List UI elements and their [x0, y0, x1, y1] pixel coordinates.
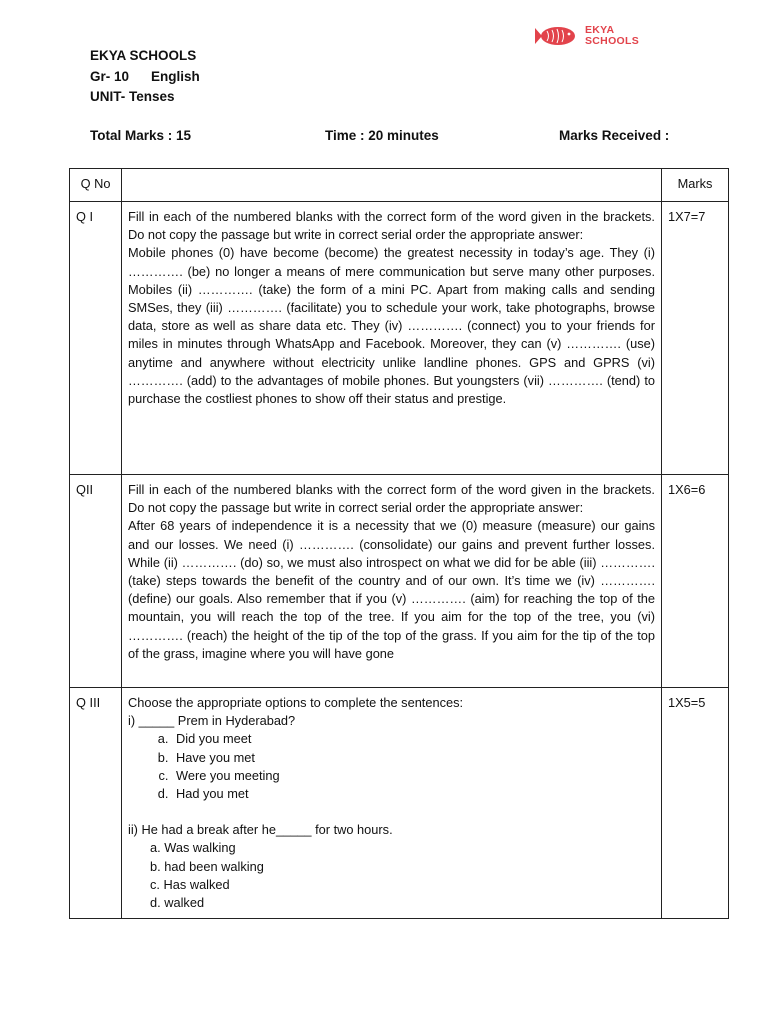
question-passage: After 68 years of independence it is a necessity that we (0) measure (measure) our gains and our losses. We need (i) …………. (consolidate) our gains and prevent further losses. While (ii) …………. (do) so, we must also introspect on what we did for be able (iii) …………. (take) steps towards the benefit of the country and of our own. It’s time we (iv) …………. (define) our goals. Also remember that if you (v) …………. (aim) for reaching the top of the mountain, you will reach the top of the tree. If you aim for the top of the tree, you (vi) …………. (reach) the height of the tip of the top of the grass. If you aim for the tip of the top of the grass, imagine where you will have gone [128, 518, 655, 661]
time-allowed: Time : 20 minutes [325, 128, 439, 143]
option-item: b. Have you met [172, 749, 655, 767]
mcq-stem-1: i) _____ Prem in Hyderabad? [128, 713, 296, 729]
marks-cell: 1X5=5 [662, 688, 729, 919]
question-instruction: Choose the appropriate options to complete the sentences: [128, 695, 464, 710]
option-item: a. Was walking [150, 840, 236, 856]
question-cell [122, 688, 662, 919]
option-item: d. Had you met [172, 785, 655, 803]
marks-received: Marks Received : [559, 128, 670, 143]
marks-cell: 1X7=7 [662, 202, 729, 475]
question-table [69, 168, 729, 919]
qno-cell: Q III [70, 688, 122, 919]
total-marks: Total Marks : 15 [90, 128, 192, 143]
header-question [122, 169, 662, 202]
question-cell [122, 475, 662, 688]
logo-line-1: EKYA [585, 24, 615, 36]
document-header [90, 46, 200, 108]
question-instruction: Fill in each of the numbered blanks with the correct form of the word given in the brackets. Do not copy the passage but write in correct serial order the appropriate answer: [128, 482, 655, 516]
table-header-row [70, 169, 729, 202]
table-row [70, 202, 729, 475]
logo-text [585, 25, 639, 47]
question-passage: Mobile phones (0) have become (become) the greatest necessity in today’s age. They (i) …………. (be) no longer a means of mere communication but serve many other purposes. Mobiles (ii) …………. (take) the form of a mini PC. Apart from making calls and sending SMSes, they (iii) …………. (facilitate) you to schedule your work, take photographs, browse data, store as well as share data etc. They (iv) …………. (connect) you to your friends for miles in minutes through WhatsApp and Facebook. Moreover, they can (v) …………. (use) anytime and anywhere without electricity unlike landline phones. GPS and GPRS (vi) …………. (add) to the advantages of mobile phones. But youngsters (vii) …………. (tend) to purchase the costliest phones to show off their status and prestige. [128, 245, 655, 407]
unit-title: UNIT- Tenses [90, 89, 175, 104]
question-cell [122, 202, 662, 475]
header-marks: Marks [662, 169, 729, 202]
school-name: EKYA SCHOOLS [90, 48, 197, 63]
option-item: c. Were you meeting [172, 767, 655, 785]
fish-logo-icon [533, 24, 577, 48]
option-item: c. Has walked [150, 876, 230, 892]
question-instruction: Fill in each of the numbered blanks with the correct form of the word given in the brackets. Do not copy the passage but write in correct serial order the appropriate answer: [128, 209, 655, 243]
header-qno: Q No [70, 169, 122, 202]
table-row [70, 475, 729, 688]
qno-cell: Q I [70, 202, 122, 475]
mcq-options-2 [128, 839, 655, 912]
option-item: b. had been walking [150, 858, 264, 874]
qno-cell: QII [70, 475, 122, 688]
marks-cell: 1X6=6 [662, 475, 729, 688]
option-item: d. walked [150, 895, 205, 911]
option-item: a. Did you meet [172, 730, 655, 748]
grade-subject-line [90, 67, 200, 88]
grade: Gr- 10 [90, 68, 130, 84]
subject: English [151, 68, 200, 84]
school-logo [533, 24, 639, 48]
mcq-stem-2: ii) He had a break after he_____ for two hours. [128, 822, 393, 838]
logo-line-2: SCHOOLS [585, 35, 640, 47]
mcq-options-1 [128, 730, 655, 803]
table-row [70, 688, 729, 919]
